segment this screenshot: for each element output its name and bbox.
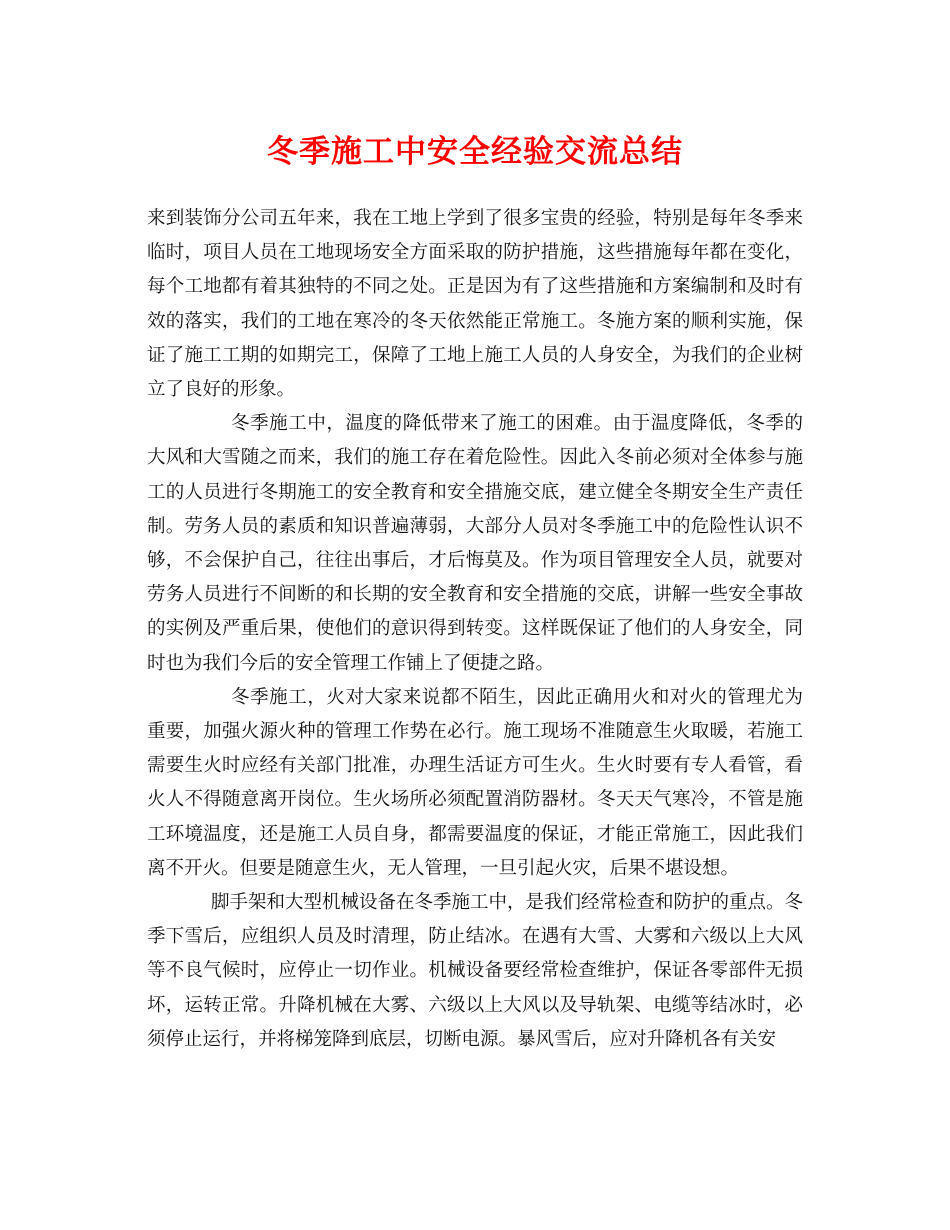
paragraph-3: 冬季施工，火对大家来说都不陌生，因此正确用火和对火的管理尤为重要，加强火源火种的管理工作势在必行。施工现场不准随意生火取暖，若施工需要生火时应经有关部门批准，办理生活证方可生火。生火时要有专人看管，看火人不得随意离开岗位。生火场所必须配置消防器材。冬天天气寒冷，不管是施工环境温度，还是施工人员自身，都需要温度的保证，才能正常施工，因此我们离不开火。但要是随意生火，无人管理，一旦引起火灾，后果不堪设想。 — [147, 686, 803, 879]
document-title: 冬季施工中安全经验交流总结 — [267, 134, 683, 170]
document-body — [147, 202, 803, 1057]
paragraph-4: 脚手架和大型机械设备在冬季施工中，是我们经常检查和防护的重点。冬季下雪后，应组织人员及时清理，防止结冰。在遇有大雪、大雾和六级以上大风等不良气候时，应停止一切作业。机械设备要经常检查维护，保证各零部件无损坏，运转正常。升降机械在大雾、六级以上大风以及导轨架、电缆等结冰时，必须停止运行，并将梯笼降到底层，切断电源。暴风雪后，应对升降机各有关安 — [147, 892, 804, 1050]
paragraph-1: 来到装饰分公司五年来，我在工地上学到了很多宝贵的经验，特别是每年冬季来临时，项目人员在工地现场安全方面采取的防护措施，这些措施每年都在变化，每个工地都有着其独特的不同之处。正是因为有了这些措施和方案编制和及时有效的落实，我们的工地在寒冷的冬天依然能正常施工。冬施方案的顺利实施，保证了施工工期的如期完工，保障了工地上施工人员的人身安全，为我们的企业树立了良好的形象。 — [147, 208, 803, 401]
paragraph-2: 冬季施工中，温度的降低带来了施工的困难。由于温度降低，冬季的大风和大雪随之而来，我们的施工存在着危险性。因此入冬前必须对全体参与施工的人员进行冬期施工的安全教育和安全措施交底，建立健全冬期安全生产责任制。劳务人员的素质和知识普遍薄弱，大部分人员对冬季施工中的危险性认识不够，不会保护自己，往往出事后，才后悔莫及。作为项目管理安全人员，就要对劳务人员进行不间断的和长期的安全教育和安全措施的交底，讲解一些安全事故的实例及严重后果，使他们的意识得到转变。这样既保证了他们的人身安全，同时也为我们今后的安全管理工作铺上了便捷之路。 — [147, 413, 803, 674]
